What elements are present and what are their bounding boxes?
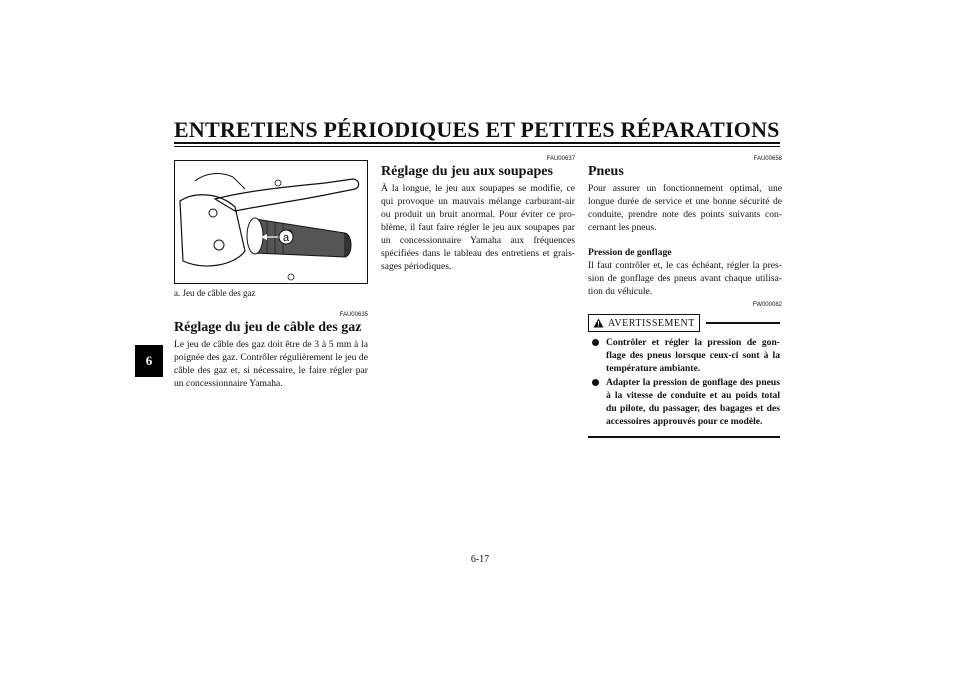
section-body-throttle: Le jeu de câble des gaz doit être de 3 à 5 mm à la poignée des gaz. Contrôler régulièrement le jeu de câble des gaz et, si nécessaire, le faire régler par un concessionnaire Yamaha. [174,339,368,389]
subheading-pressure: Pression de gonflage [588,247,672,258]
column-tires [588,152,782,438]
warning-item: Adapter la pression de gonflage des pneus à la vitesse de conduite et au poids total du pilote, du passager, des bagages et des accessoires approuvés pour ce modèle. [588,376,780,428]
warning-item: Contrôler et régler la pression de gon-flage des pneus lorsque ceux-ci sont à la température ambiante. [588,336,780,375]
warning-box [588,312,780,438]
warning-end-rule [588,436,780,438]
page-number: 6-17 [470,554,490,565]
warning-rule [706,322,780,324]
section-body-valves: À la longue, le jeu aux soupapes se modifie, ce qui provoque un mauvais mélange carburant-air ou produit un bruit anormal. Pour éviter ce pro-blème, il faut faire régler le jeu aux soupapes par un concessionnaire Yamaha aux fréquences spécifiées dans le tableau des entretiens et grais-sages périodiques. [381,183,575,272]
bullet-icon [592,339,599,346]
section-heading-tires: Pneus [588,164,624,179]
warning-label [588,314,700,332]
column-throttle [174,152,368,390]
section-heading-valves: Réglage du jeu aux soupapes [381,164,553,179]
figure-caption: a. Jeu de câble des gaz [174,288,256,298]
subsection-body-pressure: Il faut contrôler et, le cas échéant, régler la pres-sion de gonflage des pneus avant chaque utilisa-tion du véhicule. [588,260,782,297]
title-rule-thin [174,146,780,147]
warning-list [588,336,780,428]
warning-label-text: AVERTISSEMENT [608,317,695,329]
title-rule [174,142,780,144]
warning-triangle-icon [593,318,604,328]
column-valves [381,152,575,273]
page-title: ENTRETIENS PÉRIODIQUES ET PETITES RÉPARATIONS [174,117,780,142]
throttle-figure [174,160,368,284]
reference-code: FAU00637 [546,156,575,162]
reference-code: FAU00635 [339,312,368,318]
figure-callout-a: a [282,232,290,244]
warning-reference-code: FW000082 [752,302,782,308]
section-heading-throttle: Réglage du jeu de câble des gaz [174,320,362,335]
section-body-tires: Pour assurer un fonctionnement optimal, une longue durée de service et une bonne sécurité de conduite, prendre note des points suivants con-cernant les pneus. [588,183,782,233]
reference-code: FAU00658 [753,156,782,162]
bullet-icon [592,379,599,386]
throttle-illustration [175,161,367,283]
chapter-tab: 6 [135,345,163,377]
